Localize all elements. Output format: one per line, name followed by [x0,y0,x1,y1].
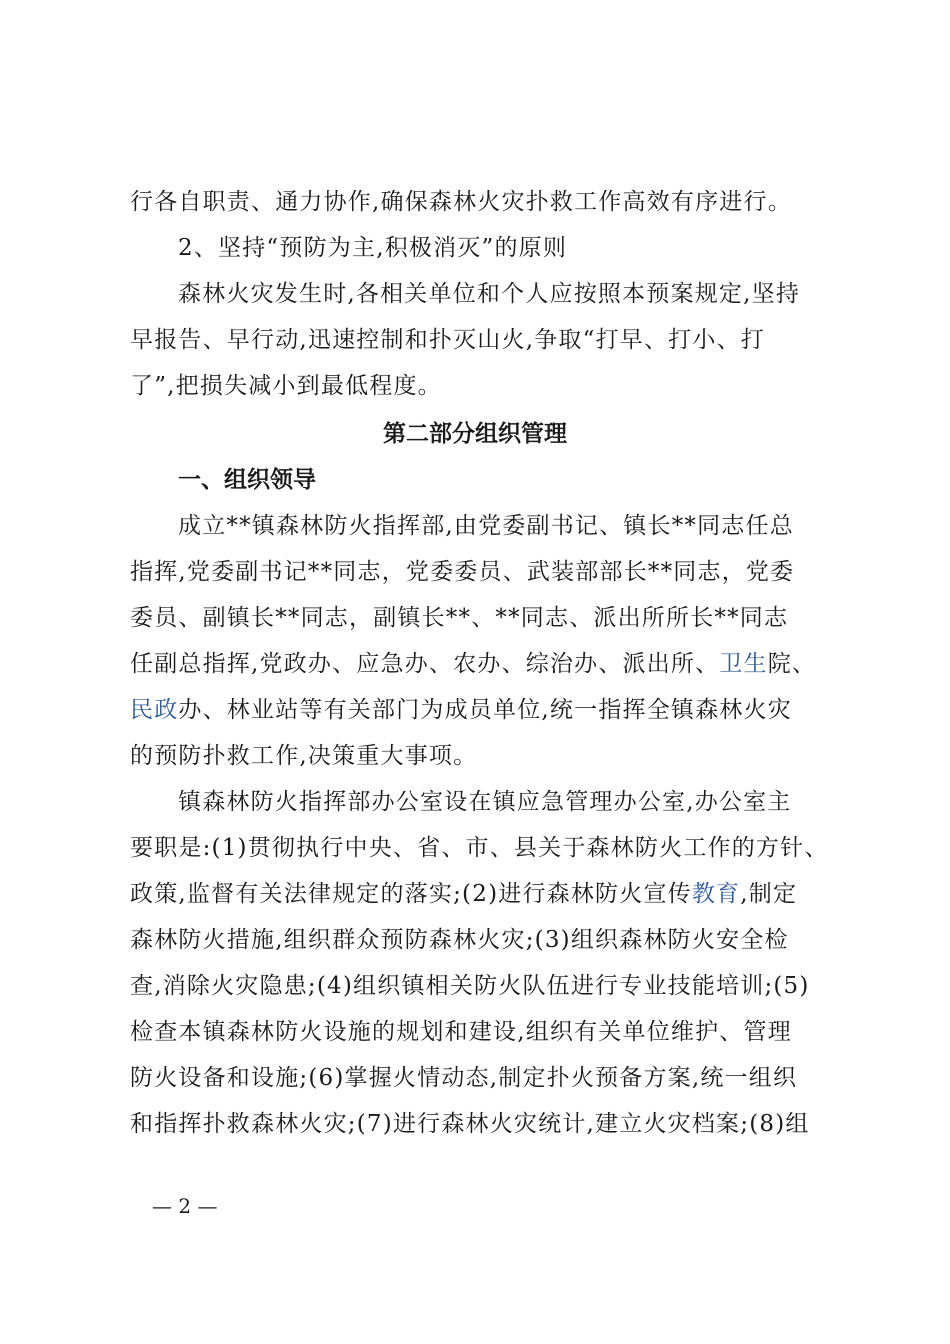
text-span: ,制定 [740,881,798,907]
section-title: 第二部分组织管理 [383,421,567,447]
paragraph-line: 成立**镇森林防火指挥部,由党委副书记、镇长**同志任总 [178,513,794,539]
subheading: 一、组织领导 [178,467,316,493]
paragraph-line: 检查本镇森林防火设施的规划和建设,组织有关单位维护、管理 [130,1019,792,1045]
paragraph-line [130,695,792,725]
paragraph-line: 镇森林防火指挥部办公室设在镇应急管理办公室,办公室主 [178,789,792,815]
text-span: 任副总指挥,党政办、应急办、农办、综治办、派出所、 [130,651,720,677]
paragraph-line: 要职是:(1)贯彻执行中央、省、市、县关于森林防火工作的方针、 [130,835,829,861]
paragraph-line: 早报告、早行动,迅速控制和扑灭山火,争取“打早、打小、打 [130,327,765,353]
page-number: — 2 — [152,1194,218,1218]
principle-heading: 2、坚持“预防为主,积极消灭”的原则 [178,235,568,261]
paragraph-line: 行各自职责、通力协作,确保森林火灾扑救工作高效有序进行。 [130,189,792,215]
paragraph-line: 森林火灾发生时,各相关单位和个人应按照本预案规定,坚持 [178,281,801,307]
civil-affairs-link[interactable]: 民政 [130,697,179,723]
health-link[interactable]: 卫生 [719,651,768,677]
paragraph-line [130,879,797,909]
text-span: 院、 [767,651,817,677]
paragraph-line: 查,消除火灾隐患;(4)组织镇相关防火队伍进行专业技能培训;(5) [130,973,810,999]
paragraph-line: 森林防火措施,组织群众预防森林火灾;(3)组织森林防火安全检 [130,927,789,953]
paragraph-line [130,649,816,679]
paragraph-line: 防火设备和设施;(6)掌握火情动态,制定扑火预备方案,统一组织 [130,1065,798,1091]
text-span: 政策,监督有关法律规定的落实;(2)进行森林防火宣传 [130,881,692,907]
paragraph-line: 和指挥扑救森林火灾;(7)进行森林火灾统计,建立火灾档案;(8)组 [130,1111,810,1137]
paragraph-line: 委员、副镇长**同志，副镇长**、**同志、派出所所长**同志 [130,605,789,631]
text-span: 办、林业站等有关部门为成员单位,统一指挥全镇森林火灾 [178,697,792,723]
paragraph-line: 的预防扑救工作,决策重大事项。 [130,743,478,769]
education-link[interactable]: 教育 [691,881,741,907]
paragraph-line: 指挥,党委副书记**同志，党委委员、武装部部长**同志，党委 [130,559,795,585]
paragraph-line: 了”,把损失减小到最低程度。 [130,373,442,399]
